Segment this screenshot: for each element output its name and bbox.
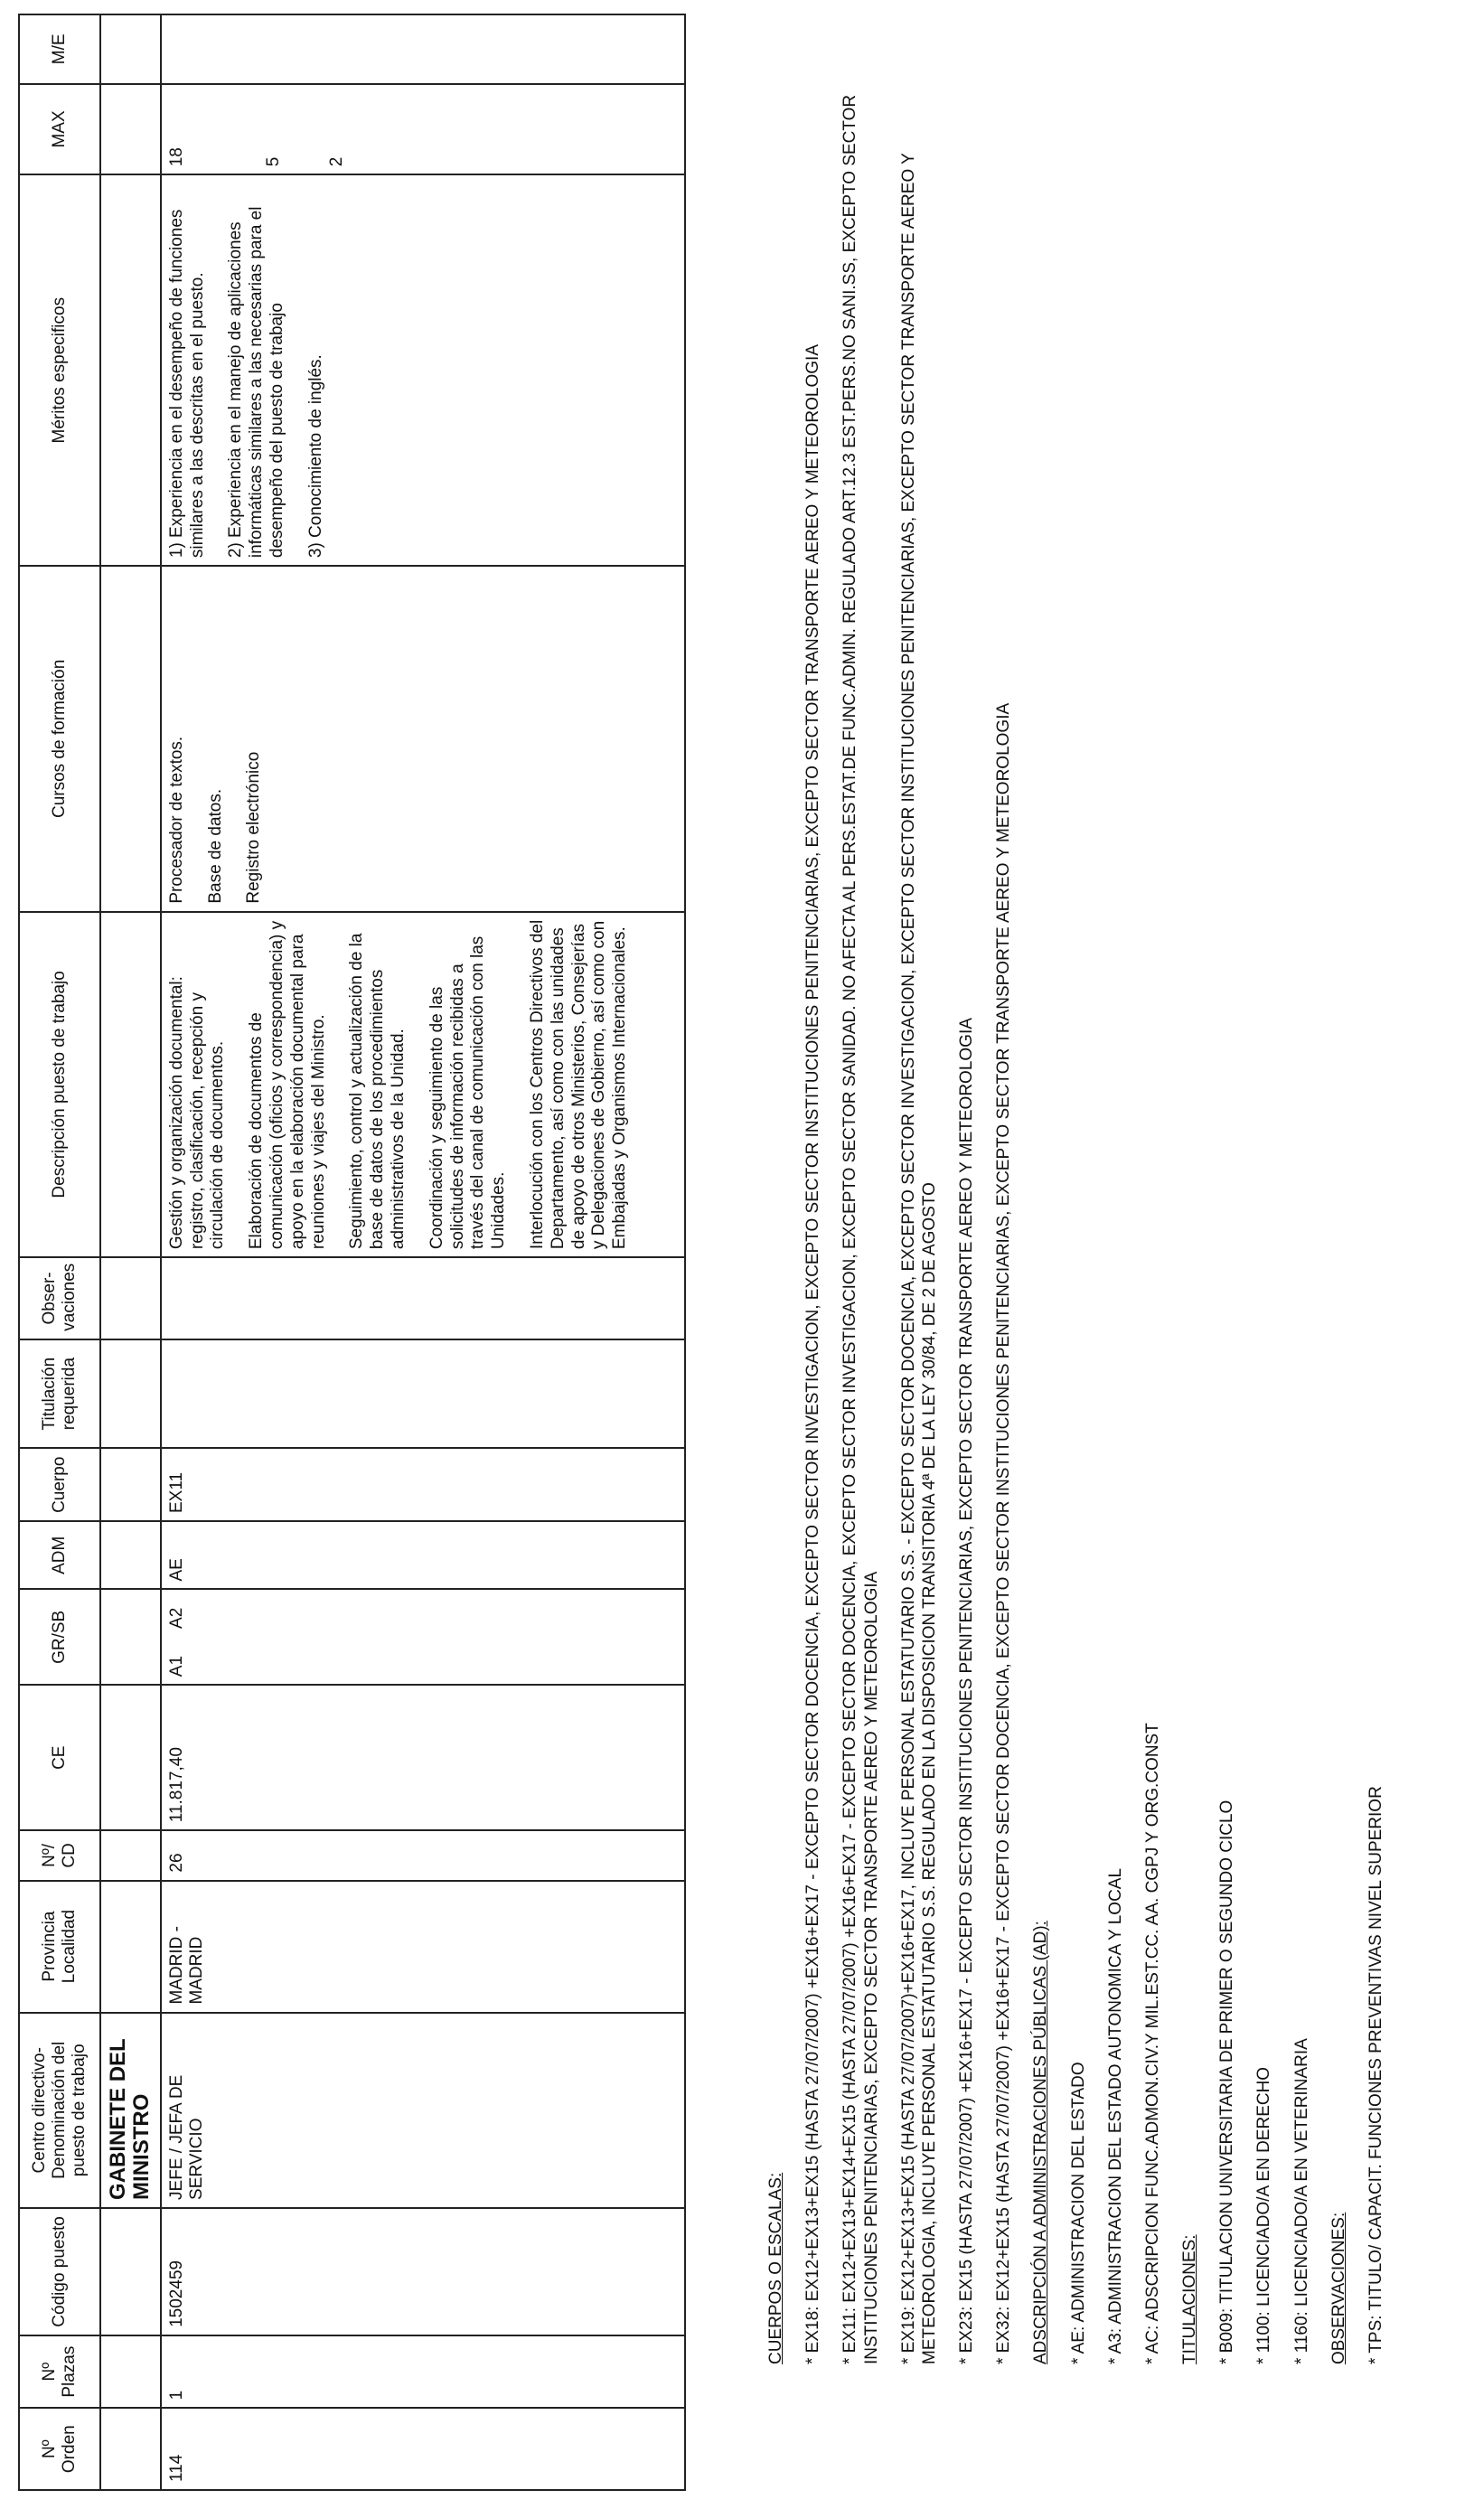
adscripcion-item: * A3: ADMINISTRACION DEL ESTADO AUTONOMICA Y LOCAL bbox=[1105, 1867, 1125, 2364]
cell-titulacion bbox=[161, 1339, 685, 1449]
curso-item: Procesador de textos. bbox=[166, 736, 186, 904]
header-plazas: Nº Plazas bbox=[19, 2335, 100, 2409]
cell-puesto: JEFE / JEFA DE SERVICIO bbox=[161, 2013, 685, 2208]
header-meritos: Méritos especificos bbox=[19, 174, 100, 566]
cell-descripcion bbox=[161, 912, 685, 1258]
unit-name: GABINETE DEL MINISTRO bbox=[100, 2013, 161, 2208]
titulaciones-item: * 1100: LICENCIADO/A EN DERECHO bbox=[1254, 2066, 1274, 2364]
header-nivel: Nº/ CD bbox=[19, 1830, 100, 1880]
titulaciones-item: * 1160: LICENCIADO/A EN VETERINARIA bbox=[1291, 2038, 1311, 2364]
cell-orden: 114 bbox=[161, 2408, 685, 2490]
cell-meritos bbox=[161, 174, 685, 566]
adscripcion-heading: ADSCRIPCIÓN A ADMINISTRACIONES PÚBLICAS (AD): bbox=[1031, 1921, 1051, 2364]
header-grsb: GR/SB bbox=[19, 1590, 100, 1686]
merito-item: 2) Experiencia en el manejo de aplicaciones informáticas similares a las necesarias para el desempeño del puesto de trabajo bbox=[226, 206, 286, 559]
observaciones-heading: OBSERVACIONES: bbox=[1329, 2212, 1348, 2364]
curso-item: Registro electrónico bbox=[244, 751, 264, 904]
header-centro: Centro directivo-Denominación del puesto de trabajo bbox=[19, 2013, 100, 2208]
table-header-row bbox=[19, 14, 100, 2490]
descripcion-item: Elaboración de documentos de comunicación (oficios y correspondencia) y apoyo en la elaboración documental para reuniones y viajes del Ministro. bbox=[247, 920, 328, 1250]
header-provincia: Provincia Localidad bbox=[19, 1881, 100, 2013]
descripcion-item: Gestión y organización documental: registro, clasificación, recepción y circulación de documentos. bbox=[166, 976, 228, 1250]
descripcion-item: Interlocución con los Centros Directivos del Departamento, así como con las unidades de apoyo de otros Ministerios, Consejerías y Delegaciones de Gobierno, así como con Embajadas y Organismos Internacionales. bbox=[527, 919, 630, 1250]
cuerpos-item: * EX11: EX12+EX13+EX14+EX15 (HASTA 27/07/2007) +EX16+EX17 - EXCEPTO SECTOR DOCENCIA, EXCEPTO SECTOR INVESTIGACION, EXCEPTO SECTOR SANIDAD. NO AFECTA AL PERS.ESTAT.DE FUNC.ADMIN. REGULADO ART.12.3 EST.PERS.NO SANI.SS, EXCEPTO SECTOR INSTITUCIONES PENITENCIARIAS, EXCEPTO SECTOR TRANSPORTE AEREO Y METEOROLOGIA bbox=[841, 94, 881, 2364]
merito-max: 2 bbox=[327, 156, 347, 167]
header-max: MAX bbox=[19, 84, 100, 175]
descripcion-item: Seguimiento, control y actualización de la base de datos de los procedimientos administrativos de la Unidad. bbox=[347, 933, 408, 1250]
header-orden: Nº Orden bbox=[19, 2408, 100, 2490]
header-observaciones: Obser-vaciones bbox=[19, 1257, 100, 1339]
grupo-2: A2 bbox=[166, 1607, 186, 1629]
cuerpos-item: * EX32: EX12+EX15 (HASTA 27/07/2007) +EX16+EX17 - EXCEPTO SECTOR DOCENCIA, EXCEPTO SECTOR INSTITUCIONES PENITENCIARIAS, EXCEPTO SECTOR TRANSPORTE AEREO Y METEOROLOGIA bbox=[994, 702, 1014, 2364]
titulaciones-item: * B009: TITULACION UNIVERSITARIA DE PRIMER O SEGUNDO CICLO bbox=[1217, 1800, 1237, 2364]
cell-adm: AE bbox=[161, 1521, 685, 1589]
observaciones-item: * TPS: TITULO/ CAPACIT. FUNCIONES PREVENTIVAS NIVEL SUPERIOR bbox=[1366, 1786, 1385, 2364]
unit-row bbox=[100, 14, 161, 2490]
curso-item: Base de datos. bbox=[205, 788, 225, 904]
cuerpos-heading: CUERPOS O ESCALAS: bbox=[766, 2172, 785, 2364]
header-ce: CE bbox=[19, 1685, 100, 1830]
header-titulacion: Titulación requerida bbox=[19, 1339, 100, 1449]
cuerpos-item: * EX23: EX15 (HASTA 27/07/2007) +EX16+EX17 - EXCEPTO SECTOR INSTITUCIONES PENITENCIARIAS, EXCEPTO SECTOR TRANSPORTE AEREO Y METEOROLOGIA bbox=[957, 1018, 977, 2364]
descripcion-item: Coordinación y seguimiento de las solicitudes de información recibidas a través del canal de comunicación con las Unidades. bbox=[427, 935, 509, 1250]
grupo-1: A1 bbox=[166, 1655, 186, 1677]
legend-notes bbox=[765, 51, 1403, 2364]
cell-cuerpo: EX11 bbox=[161, 1449, 685, 1522]
header-cuerpo: Cuerpo bbox=[19, 1449, 100, 1522]
cell-plazas: 1 bbox=[161, 2335, 685, 2409]
vacancy-table bbox=[18, 14, 686, 2491]
merito-max: 5 bbox=[263, 156, 283, 167]
cell-max bbox=[161, 84, 685, 175]
merito-item: 1) Experiencia en el desempeño de funciones similares a las descritas en el puesto. bbox=[166, 209, 207, 559]
cell-observaciones bbox=[161, 1257, 685, 1339]
cell-grsb bbox=[161, 1590, 685, 1686]
header-codigo: Código puesto bbox=[19, 2208, 100, 2335]
cell-provincia: MADRID - MADRID bbox=[161, 1881, 685, 2013]
cell-me bbox=[161, 14, 685, 84]
table-row bbox=[161, 14, 685, 2490]
cell-nivel: 26 bbox=[161, 1830, 685, 1880]
cell-codigo: 1502459 bbox=[161, 2208, 685, 2335]
merito-item: 3) Conocimiento de inglés. bbox=[305, 354, 325, 559]
header-cursos: Cursos de formación bbox=[19, 566, 100, 912]
cuerpos-item: * EX19: EX12+EX13+EX15 (HASTA 27/07/2007)+EX16+EX17, INCLUYE PERSONAL ESTATUTARIO S.S. - EXCEPTO SECTOR DOCENCIA, EXCEPTO SECTOR INVESTIGACION, EXCEPTO SECTOR INSTITUCIONES PENITENCIARIAS, EXCEPTO SECTOR TRANSPORTE AEREO Y METEOROLOGIA, INCLUYE PERSONAL ESTATUTARIO S.S. REGULADO EN LA DISPOSICION TRANSITORIA 4ª DE LA LEY 30/84, DE 2 DE AGOSTO bbox=[898, 153, 939, 2364]
merito-max: 18 bbox=[166, 147, 186, 167]
cell-cursos bbox=[161, 566, 685, 912]
header-me: M/E bbox=[19, 14, 100, 84]
header-descripcion: Descripción puesto de trabajo bbox=[19, 912, 100, 1258]
cell-ce: 11.817,40 bbox=[161, 1685, 685, 1830]
adscripcion-item: * AC: ADSCRIPCION FUNC.ADMON.CIV.Y MIL.EST.CC. AA. CGPJ Y ORG.CONST bbox=[1142, 1723, 1162, 2364]
titulaciones-heading: TITULACIONES: bbox=[1180, 2234, 1200, 2364]
header-adm: ADM bbox=[19, 1521, 100, 1589]
adscripcion-item: * AE: ADMINISTRACION DEL ESTADO bbox=[1068, 2062, 1088, 2364]
cuerpos-item: * EX18: EX12+EX13+EX15 (HASTA 27/07/2007) +EX16+EX17 - EXCEPTO SECTOR DOCENCIA, EXCEPTO SECTOR INVESTIGACION, EXCEPTO SECTOR INSTITUCIONES PENITENCIARIAS, EXCEPTO SECTOR TRANSPORTE AEREO Y METEOROLOGIA bbox=[803, 344, 823, 2364]
